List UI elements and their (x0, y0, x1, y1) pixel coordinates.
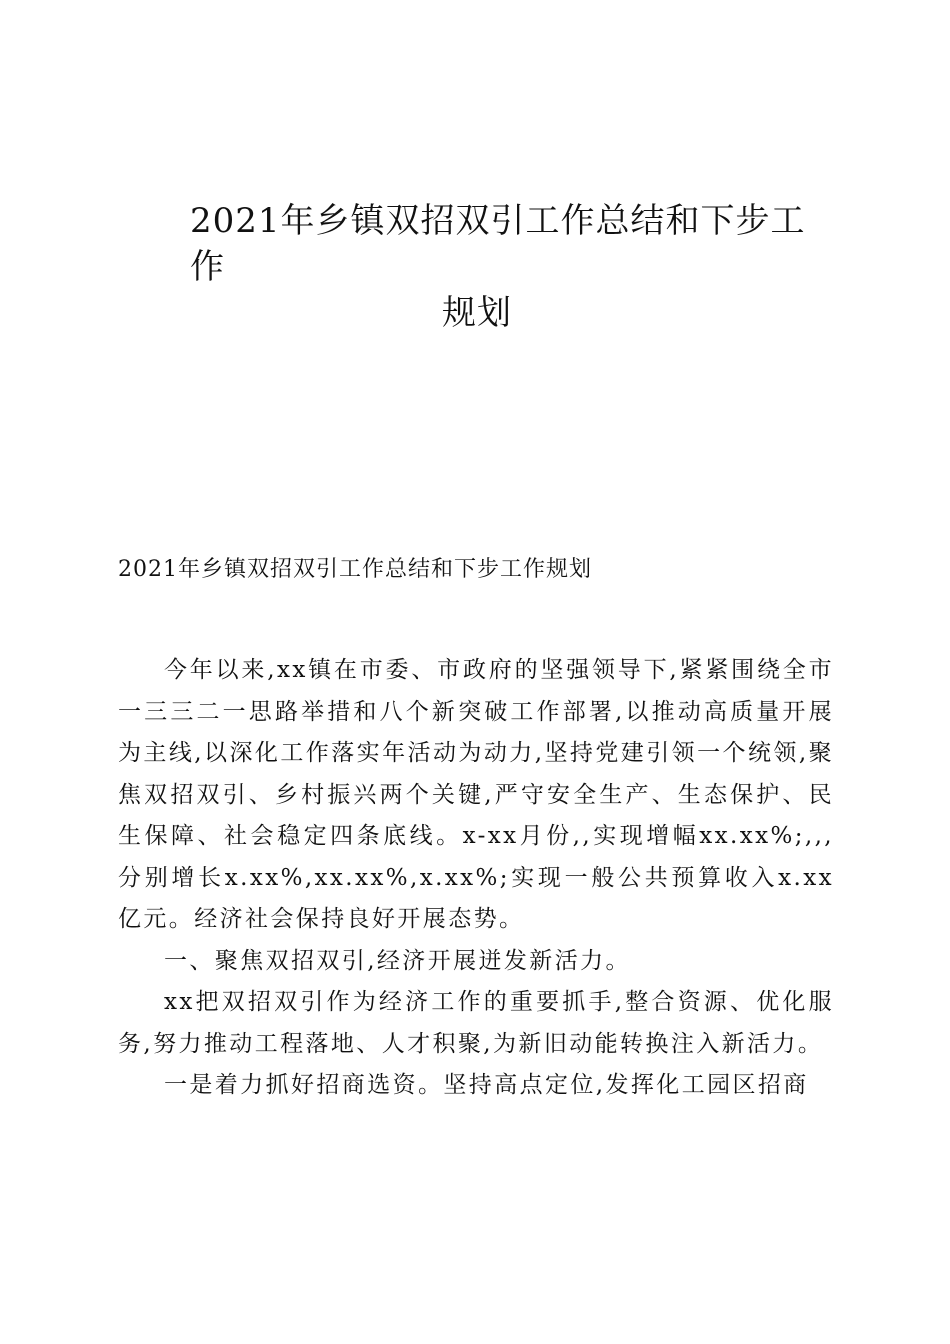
document-body (118, 650, 834, 1107)
document-title (180, 198, 840, 336)
paragraph-item-1: 一是着力抓好招商选资。坚持高点定位,发挥化工园区招商 (164, 1072, 809, 1098)
section-heading-1: 一、聚焦双招双引,经济开展迸发新活力。 (164, 947, 631, 974)
paragraph-section-1: xx把双招双引作为经济工作的重要抓手,整合资源、优化服务,努力推动工程落地、人才积聚,为新旧动能转换注入新活力。 (118, 989, 834, 1057)
title-line-1: 2021年乡镇双招双引工作总结和下步工作 (190, 200, 806, 287)
title-line-2: 规划 (442, 292, 512, 333)
paragraph-intro: 今年以来,xx镇在市委、市政府的坚强领导下,紧紧围绕全市一三三二一思路举措和八个新突破工作部署,以推动高质量开展为主线,以深化工作落实年活动为动力,坚持党建引领一个统领,聚焦双招双引、乡村振兴两个关键,严守安全生产、生态保护、民生保障、社会稳定四条底线。x-xx月份,,实现增幅xx.xx%;,,,分别增长x.xx%,xx.xx%,x.xx%;实现一般公共预算收入x.xx亿元。经济社会保持良好开展态势。 (118, 657, 834, 932)
document-subtitle: 2021年乡镇双招双引工作总结和下步工作规划 (118, 557, 592, 582)
